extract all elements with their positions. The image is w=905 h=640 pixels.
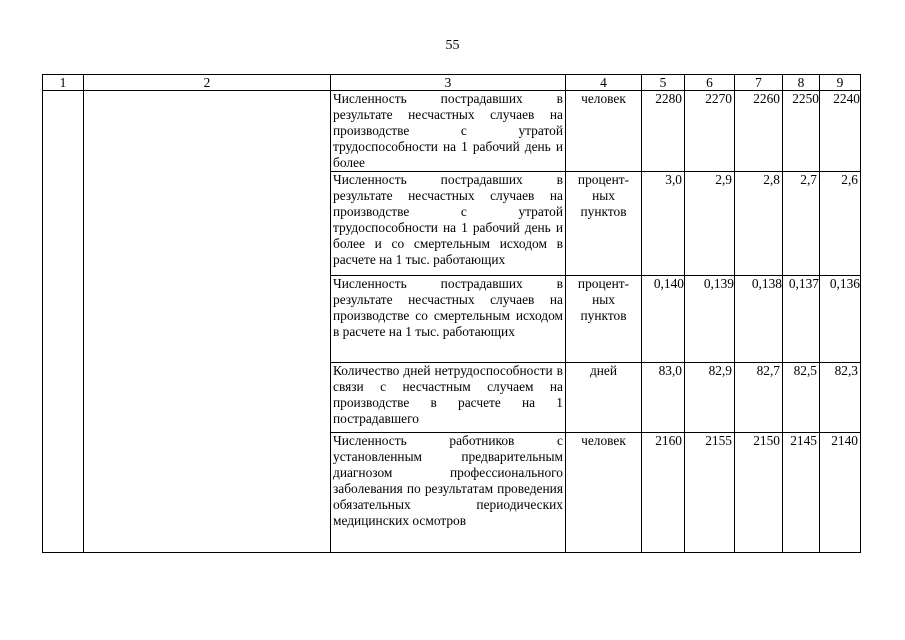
value-cell: 2140: [820, 433, 861, 553]
value-cell: 82,5: [783, 363, 820, 433]
value-cell: 2250: [783, 91, 820, 172]
value-cell: 0,137: [783, 276, 820, 363]
value-cell: 2260: [735, 91, 783, 172]
table-row: [43, 91, 861, 172]
value-cell: 2160: [642, 433, 685, 553]
indicator-cell: Численность пострадавших в результате несчастных случаев на производстве со смертельным исходом в расчете на 1 тыс. работающих: [331, 276, 566, 363]
indicator-cell: Количество дней нетрудоспособности в связи с несчастным случаем на производстве в расчете на 1 пострадавшего: [331, 363, 566, 433]
indicators-table: [42, 74, 861, 553]
value-cell: 2150: [735, 433, 783, 553]
value-cell: 0,139: [685, 276, 735, 363]
value-cell: 2,8: [735, 172, 783, 276]
value-cell: 2145: [783, 433, 820, 553]
indicator-cell: Численность работников с установленным предварительным диагнозом профессионального заболевания по результатам проведения обязательных периодических медицинских осмотров: [331, 433, 566, 553]
value-cell: 2270: [685, 91, 735, 172]
value-cell: 82,9: [685, 363, 735, 433]
value-cell: 0,138: [735, 276, 783, 363]
value-cell: 2,7: [783, 172, 820, 276]
column-header: 9: [820, 75, 861, 91]
empty-cell-col2: [84, 91, 331, 553]
indicator-cell: Численность пострадавших в результате несчастных случаев на производстве с утратой трудоспособности на 1 рабочий день и более: [331, 91, 566, 172]
value-cell: 82,3: [820, 363, 861, 433]
value-cell: 0,136: [820, 276, 861, 363]
header-row: [43, 75, 861, 91]
value-cell: 2240: [820, 91, 861, 172]
empty-cell-col1: [43, 91, 84, 553]
column-header: 8: [783, 75, 820, 91]
unit-cell: человек: [566, 91, 642, 172]
unit-cell: дней: [566, 363, 642, 433]
unit-cell: человек: [566, 433, 642, 553]
page-number: 55: [445, 38, 460, 53]
column-header: 6: [685, 75, 735, 91]
value-cell: 2,6: [820, 172, 861, 276]
column-header: 1: [43, 75, 84, 91]
column-header: 4: [566, 75, 642, 91]
column-header: 5: [642, 75, 685, 91]
indicator-cell: Численность пострадавших в результате несчастных случаев на производстве с утратой трудоспособности на 1 рабочий день и более и со смертельным исходом в расчете на 1 тыс. работающих: [331, 172, 566, 276]
value-cell: 82,7: [735, 363, 783, 433]
value-cell: 0,140: [642, 276, 685, 363]
value-cell: 3,0: [642, 172, 685, 276]
unit-cell: процент- ных пунктов: [566, 276, 642, 363]
value-cell: 2155: [685, 433, 735, 553]
value-cell: 2280: [642, 91, 685, 172]
value-cell: 83,0: [642, 363, 685, 433]
column-header: 7: [735, 75, 783, 91]
unit-cell: процент- ных пунктов: [566, 172, 642, 276]
column-header: 2: [84, 75, 331, 91]
column-header: 3: [331, 75, 566, 91]
value-cell: 2,9: [685, 172, 735, 276]
